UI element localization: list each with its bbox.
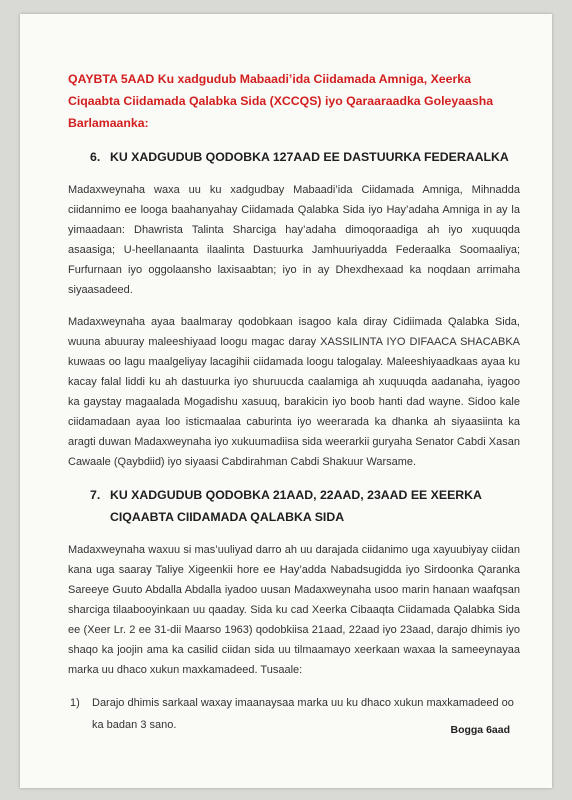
list-item-text: Darajo dhimis sarkaal waxay imaanaysaa marka uu ku dhaco xukun maxkamadeed oo ka badan 3 sano. bbox=[92, 697, 514, 731]
list-item-number: 1) bbox=[70, 697, 80, 709]
section-7-title bbox=[68, 484, 520, 528]
page-number: Bogga 6aad bbox=[450, 724, 510, 736]
section-7-paragraph-1: Madaxweynaha waxuu si mas’uuliyad darro ah uu darajada ciidanimo uga xayuubiyay ciidan kana uga saaray Taliye Xigeenkii hore ee Hay’adda Nabadsugidda iyo Sirdoonka Qaranka Sareeye Guuto Abdalla Abdalla iyadoo uusan Madaxweynaha usoo marin hanaan waafqsan sharciga tilaabooyinkaan uu qaaday. Sida ku cad Xeerka Cibaaqta Ciidamada Qalabka Sida ee (Xeer Lr. 2 ee 31-dii Maarso 1963) qodobkiisa 21aad, 22aad iyo 23aad, darajo dhimis iyo shaqo ka joojin ama ka casilid ciidan sida uu tilmaamayo xeerkaan waxaa la sameeynayaa marka uu dhaco xukun maxkamadeed. Tusaale: bbox=[68, 544, 520, 676]
section-6-paragraph-1: Madaxweynaha waxa uu ku xadgudbay Mabaadi’ida Ciidamada Amniga, Mihnadda ciidannimo ee looga baahanyahay Ciidamada Qalabka Sida iyo Hay’adaha Amniga in ay la yimaadaan: Dhawrista Talinta Sharciga hay’adaha dimoqoraadiga ah iyo xuquuqda asaasiga; U-heellanaanta ilaalinta Dastuurka Jamhuuriyadda Federaalka Soomaaliya; Furfurnaan iyo oggolaansho laxisaabtan; iyo in ay Dhexdhexaad ka noqdaan arrimaha siyaasadeed. bbox=[68, 184, 520, 296]
section-6-title bbox=[68, 146, 520, 168]
section-6-title-text: KU XADGUDUB QODOBKA 127AAD EE DASTUURKA FEDERAALKA bbox=[110, 150, 509, 164]
section-7-number: 7. bbox=[90, 488, 101, 502]
section-6-number: 6. bbox=[90, 150, 101, 164]
section-6-paragraph-2: Madaxweynaha ayaa baalmaray qodobkaan isagoo kala diray Cidiimada Qalabka Sida, wuuna abuuray maleeshiyaad loogu magac daray XASSILINTA IYO DIFAACA SHACABKA kuwaas oo lagu maalgeliyay lacagihii ciidamada loogu talogalay. Maleeshiyaadkaas ayaa ku kacay falal liddi ku ah dastuurka iyo shuruucda caalamiga ah xuquuqda aadanaha, iyagoo ka gaystay magaalada Mogadishu xasuuq, barakicin iyo boob hanti dad wayne. Sidoo kale ciidamadaan ayaa loo isticmaalaa caburinta iyo weerarada ka dhanka ah siyaasiinta ka aragti duwan Madaxweynaha iyo xukuumadiisa sida weerarkii guryaha Senator Cabdi Xasan Cawaale (Qaybdiid) iyo siyaasi Cabdirahman Cabdi Shakuur Warsame. bbox=[68, 316, 520, 468]
document-page bbox=[20, 14, 552, 788]
document-content bbox=[68, 68, 520, 736]
section-7-title-text: KU XADGUDUB QODOBKA 21AAD, 22AAD, 23AAD EE XEERKA CIQAABTA CIIDAMADA QALABKA SIDA bbox=[110, 488, 482, 524]
part-heading: QAYBTA 5AAD Ku xadgudub Mabaadi’ida Ciidamada Amniga, Xeerka Ciqaabta Ciidamada Qalabka Sida (XCCQS) iyo Qaraaraadka Goleyaasha Barlamaanka: bbox=[68, 72, 494, 130]
